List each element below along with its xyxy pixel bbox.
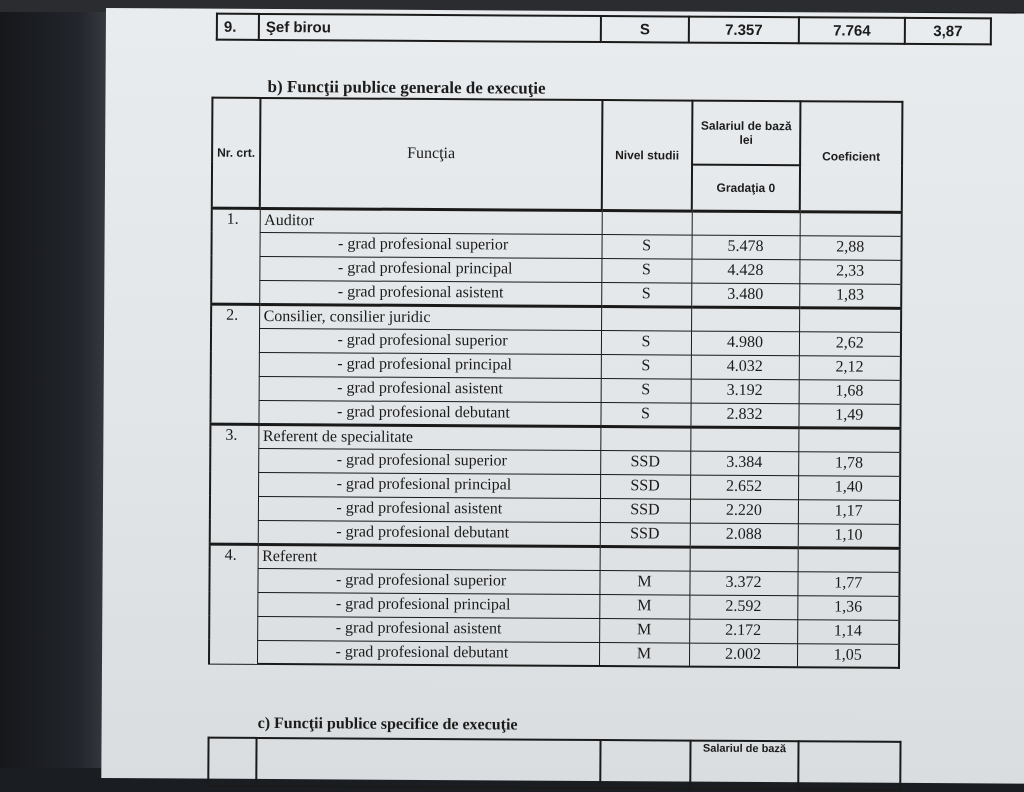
- coefficient: 2,88: [799, 235, 901, 260]
- prior-row-value-3: 3,87: [905, 18, 991, 45]
- study-level: SSD: [600, 498, 690, 523]
- coefficient: 1,14: [797, 619, 899, 644]
- prior-row-value-2: 7.764: [799, 17, 905, 44]
- empty-cell: [798, 547, 900, 572]
- study-level: M: [599, 618, 689, 643]
- base-salary: 3.372: [689, 571, 797, 596]
- prior-row-level: S: [601, 16, 689, 43]
- grade-label: - grad profesional debutant: [258, 400, 600, 426]
- empty-cell: [600, 426, 690, 451]
- prior-table-last-row: [216, 13, 992, 46]
- study-level: S: [601, 378, 691, 403]
- group-title: Referent de specialitate: [258, 424, 600, 450]
- background-left: [0, 0, 112, 768]
- coefficient: 1,83: [799, 283, 901, 308]
- grade-label: - grad profesional superior: [257, 568, 599, 594]
- header-nr: Nr. crt.: [212, 98, 261, 208]
- grade-label: - grad profesional principal: [259, 256, 601, 282]
- study-level: S: [601, 330, 691, 355]
- section-c-title: c) Funcţii publice specifice de execuţie: [257, 714, 518, 734]
- study-level: SSD: [600, 450, 690, 475]
- base-salary: 4.428: [691, 259, 799, 284]
- group-number: 4.: [209, 544, 258, 664]
- base-salary: 2.002: [689, 643, 797, 668]
- empty-cell: [690, 547, 798, 572]
- header-grade: Gradaţia 0: [692, 165, 800, 212]
- group-number: 3.: [210, 424, 259, 544]
- coefficient: 1,40: [798, 475, 900, 500]
- grade-label: - grad profesional debutant: [258, 520, 600, 546]
- coefficient: 2,12: [799, 355, 901, 380]
- study-level: S: [601, 234, 691, 259]
- next-header-salary: Salariul de bază: [690, 741, 798, 790]
- group-title: Auditor: [260, 208, 602, 234]
- header-function: Funcţia: [260, 98, 603, 210]
- base-salary: 4.032: [691, 355, 799, 380]
- base-salary: 3.480: [691, 283, 799, 308]
- group-title: Referent: [258, 544, 600, 570]
- grade-label: - grad profesional principal: [259, 352, 601, 378]
- coefficient: 1,05: [797, 643, 899, 668]
- grade-label: - grad profesional debutant: [257, 640, 599, 666]
- grade-label: - grad profesional asistent: [258, 496, 600, 522]
- grade-label: - grad profesional asistent: [257, 616, 599, 642]
- coefficient: 1,10: [798, 523, 900, 548]
- salary-table: [208, 97, 903, 669]
- empty-cell: [691, 307, 799, 332]
- prior-row-value-1: 7.357: [689, 17, 799, 44]
- study-level: SSD: [600, 522, 690, 547]
- coefficient: 1,49: [798, 403, 900, 428]
- coefficient: 1,78: [798, 451, 900, 476]
- base-salary: 2.220: [690, 499, 798, 524]
- study-level: SSD: [600, 474, 690, 499]
- empty-cell: [692, 211, 800, 236]
- base-salary: 2.832: [690, 403, 798, 428]
- prior-row-function: Şef birou: [259, 14, 601, 42]
- empty-cell: [600, 546, 690, 571]
- coefficient: 2,62: [799, 331, 901, 356]
- base-salary: 2.652: [690, 475, 798, 500]
- prior-row-number: 9.: [217, 14, 259, 40]
- coefficient: 1,68: [799, 379, 901, 404]
- table-row: [209, 640, 899, 668]
- grade-label: - grad profesional principal: [257, 592, 599, 618]
- base-salary: 3.384: [690, 451, 798, 476]
- empty-cell: [798, 427, 900, 452]
- base-salary: 2.592: [689, 595, 797, 620]
- study-level: S: [600, 402, 690, 427]
- grade-label: - grad profesional superior: [259, 328, 601, 354]
- header-coefficient: Coeficient: [800, 101, 903, 212]
- grade-label: - grad profesional asistent: [259, 376, 601, 402]
- coefficient: 2,33: [799, 259, 901, 284]
- study-level: M: [599, 570, 689, 595]
- base-salary: 5.478: [691, 235, 799, 260]
- empty-cell: [602, 210, 692, 235]
- base-salary: 2.172: [689, 619, 797, 644]
- empty-cell: [800, 211, 902, 236]
- group-number: 1.: [211, 208, 260, 304]
- study-level: M: [599, 594, 689, 619]
- next-table-header: [207, 737, 901, 791]
- coefficient: 1,36: [797, 595, 899, 620]
- study-level: S: [601, 258, 691, 283]
- study-level: S: [601, 282, 691, 307]
- header-level: Nivel studii: [602, 100, 693, 211]
- grade-label: - grad profesional superior: [258, 448, 600, 474]
- grade-label: - grad profesional principal: [258, 472, 600, 498]
- section-b-title: b) Funcţii publice generale de execuţie: [267, 76, 546, 98]
- empty-cell: [601, 306, 691, 331]
- document-page: [101, 8, 1024, 784]
- group-number: 2.: [210, 304, 259, 424]
- study-level: S: [601, 354, 691, 379]
- header-salary: Salariul de bază lei: [692, 101, 800, 166]
- study-level: M: [599, 642, 689, 667]
- empty-cell: [799, 307, 901, 332]
- grade-label: - grad profesional superior: [259, 232, 601, 258]
- coefficient: 1,77: [797, 571, 899, 596]
- base-salary: 4.980: [691, 331, 799, 356]
- grade-label: - grad profesional asistent: [259, 280, 601, 306]
- coefficient: 1,17: [798, 499, 900, 524]
- group-title: Consilier, consilier juridic: [259, 304, 601, 330]
- base-salary: 3.192: [691, 379, 799, 404]
- base-salary: 2.088: [690, 523, 798, 548]
- empty-cell: [690, 427, 798, 452]
